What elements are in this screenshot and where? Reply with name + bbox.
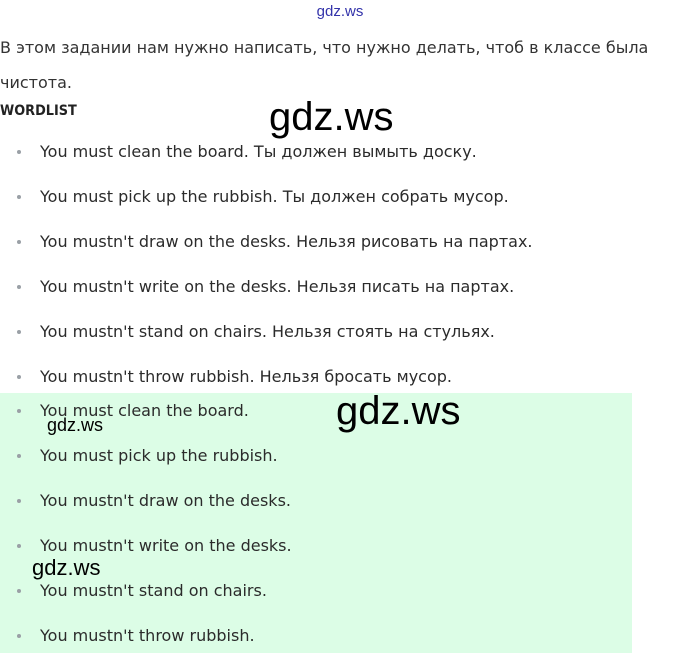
top-watermark: gdz.ws	[316, 3, 364, 20]
watermark-small: gdz.ws	[47, 415, 104, 435]
watermark-large: gdz.ws	[336, 389, 461, 433]
bullet-icon	[17, 150, 21, 154]
bullet-icon	[17, 634, 21, 638]
bullet-icon	[17, 409, 21, 413]
intro-paragraph: В этом задании нам нужно написать, что нужно делать, чтоб в классе была чистота.	[0, 38, 649, 92]
bullet-icon	[17, 375, 21, 379]
list-item-text: You mustn't stand on chairs. Нельзя стоять на стульях.	[40, 322, 495, 341]
list-item-text: You must clean the board.	[40, 401, 249, 420]
list-item-text: You mustn't stand on chairs.	[40, 581, 267, 600]
list-item-text: You mustn't draw on the desks. Нельзя рисовать на партах.	[40, 232, 533, 251]
bullet-icon	[17, 544, 21, 548]
list-item-text: You mustn't throw rubbish. Нельзя бросать мусор.	[40, 367, 452, 386]
list-item-text: You mustn't write on the desks.	[40, 536, 292, 555]
bullet-icon	[17, 285, 21, 289]
list-item-text: You must pick up the rubbish.	[40, 446, 278, 465]
bullet-icon	[17, 454, 21, 458]
list-item-text: You must pick up the rubbish. Ты должен собрать мусор.	[40, 187, 509, 206]
list-item-text: You mustn't draw on the desks.	[40, 491, 291, 510]
watermark-small: gdz.ws	[32, 555, 101, 580]
bullet-icon	[17, 240, 21, 244]
bullet-icon	[17, 499, 21, 503]
watermark-large: gdz.ws	[269, 95, 394, 139]
list-item-text: You must clean the board. Ты должен вымыть доску.	[40, 142, 477, 161]
list-item-text: You mustn't throw rubbish.	[40, 626, 255, 645]
list-item-text: You mustn't write on the desks. Нельзя писать на партах.	[40, 277, 515, 296]
wordlist-heading: WORDLIST	[0, 103, 77, 119]
bullet-icon	[17, 330, 21, 334]
bullet-icon	[17, 195, 21, 199]
bullet-icon	[17, 589, 21, 593]
